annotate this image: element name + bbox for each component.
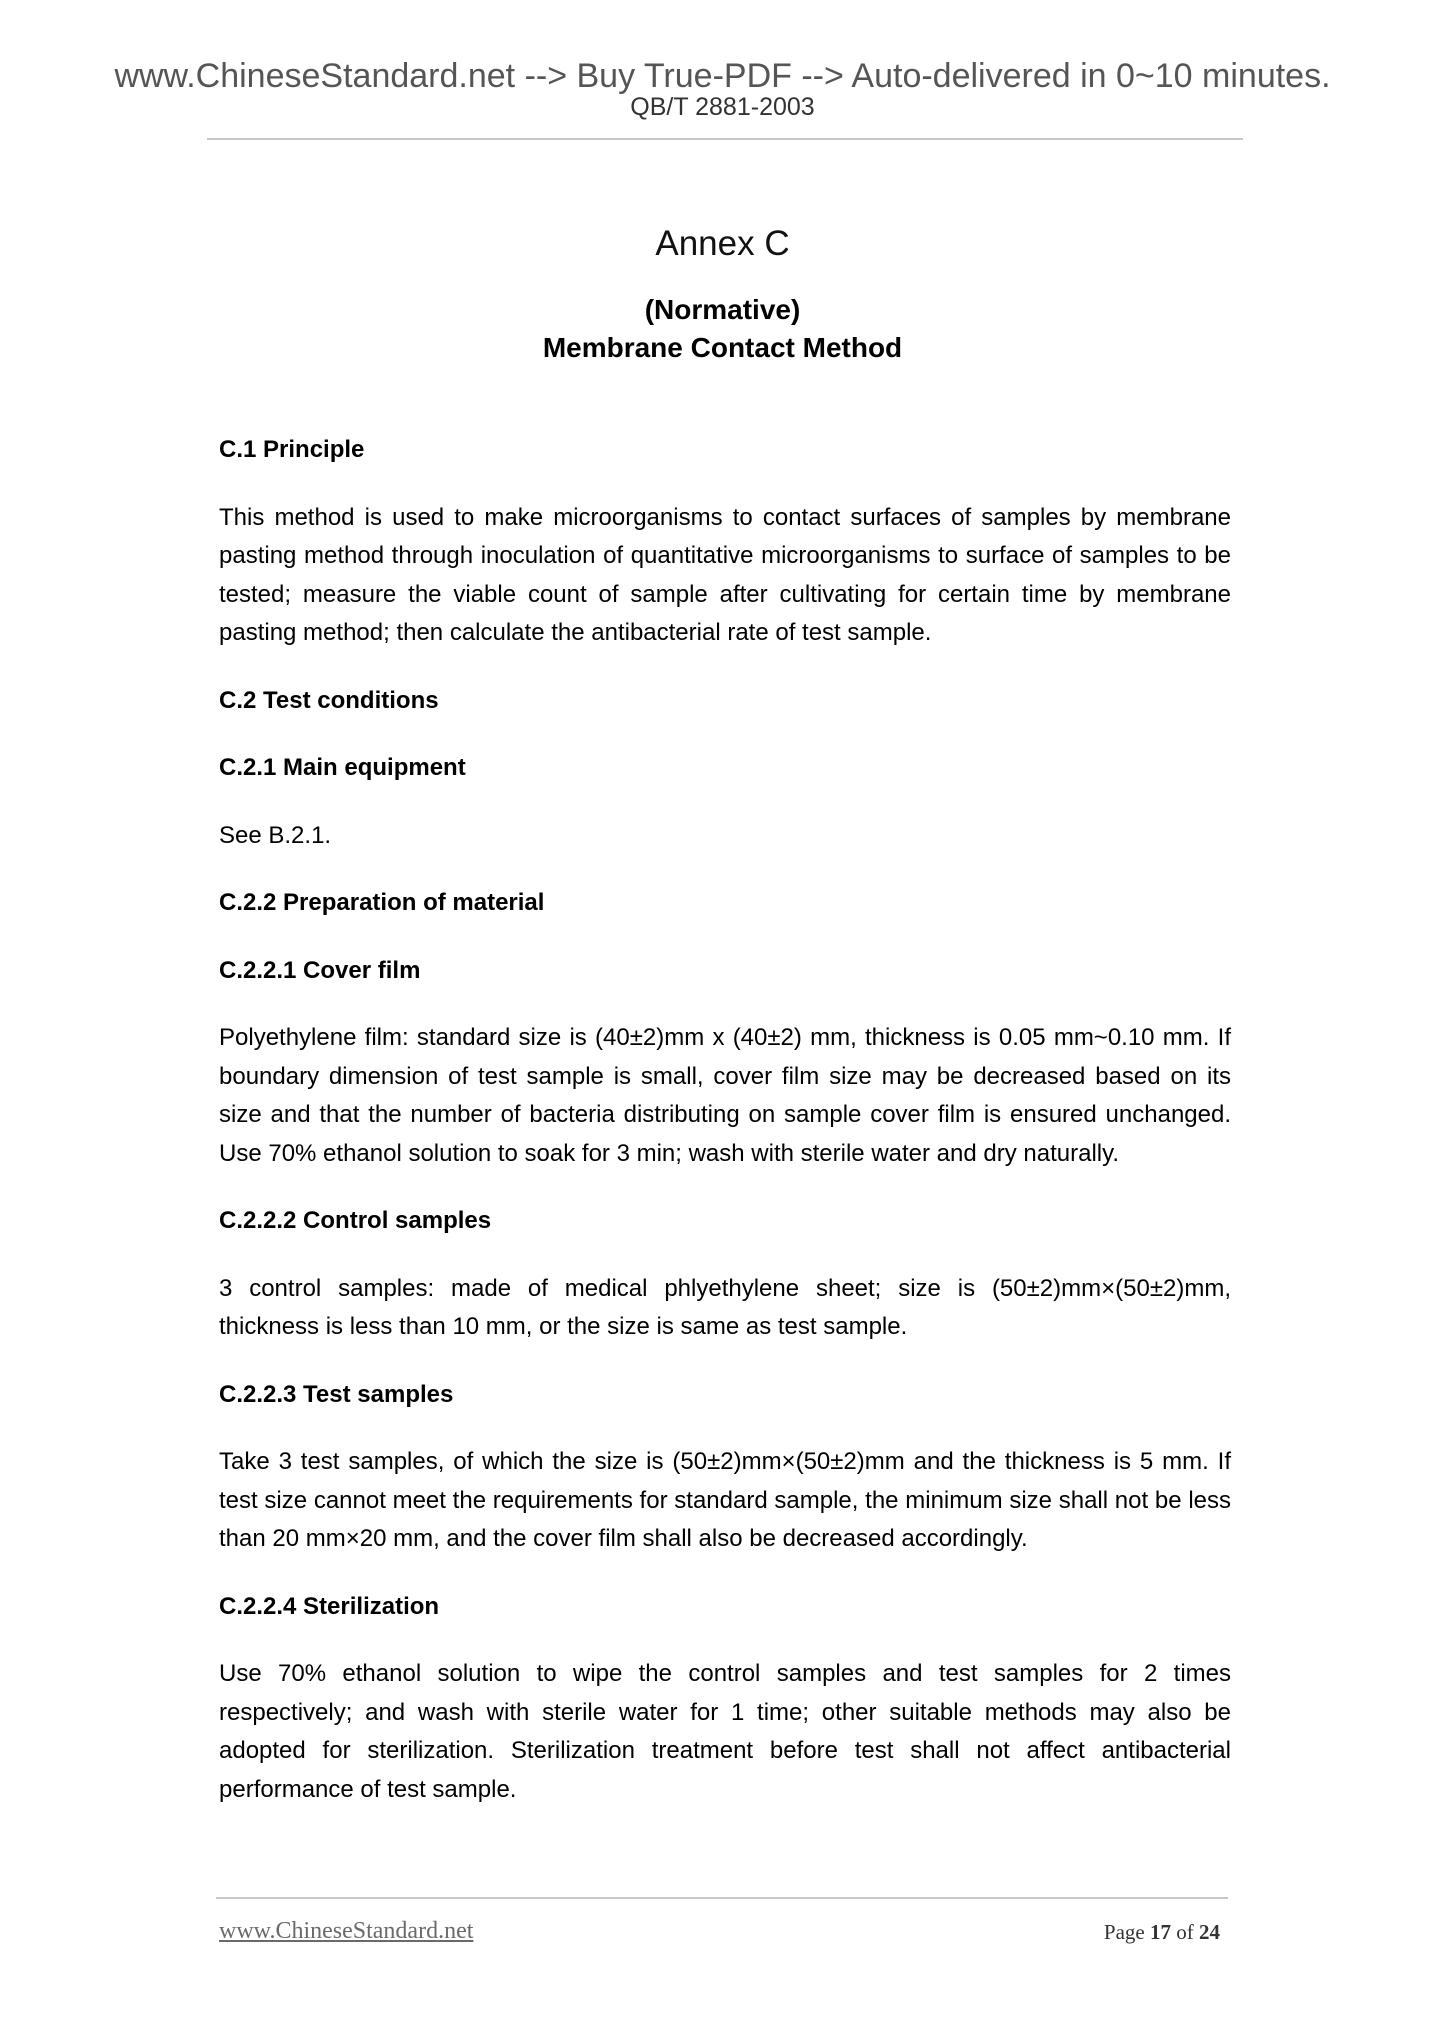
section-text-c223: Take 3 test samples, of which the size is (50±2)mm×(50±2)mm and the thickness is 5 mm. If test size cannot meet the requirements for standard sample, the minimum size shall not be less than 20 mm×20 mm, and the cover film shall also be decreased accordingly. — [219, 1448, 1231, 1552]
footer-site-link[interactable]: www.ChineseStandard.net — [219, 1918, 474, 1944]
section-heading-c222: C.2.2.2 Control samples — [219, 1207, 492, 1234]
annex-title: Annex C — [655, 224, 790, 263]
section-text-c221: Polyethylene film: standard size is (40±2)mm x (40±2) mm, thickness is 0.05 mm~0.10 mm. If boundary dimension of test sample is small, cover film size may be decreased based on its size and that the number of bacteria distributing on sample cover film is ensured unchanged. Use 70% ethanol solution to soak for 3 min; wash with sterile water and dry naturally. — [219, 1024, 1231, 1167]
annex-type: (Normative) — [644, 294, 801, 325]
section-heading-c223: C.2.2.3 Test samples — [219, 1380, 454, 1408]
standard-code: QB/T 2881-2003 — [630, 93, 815, 121]
page-prefix: Page — [1103, 1920, 1145, 1944]
section-heading-c221: C.2.2.1 Cover film — [219, 956, 421, 984]
section-text-c224: Use 70% ethanol solution to wipe the control samples and test samples for 2 times respectively; and wash with sterile water for 1 time; other suitable methods may also be adopted for sterilization. Sterilization treatment before test shall not affect antibacterial performance of test sample. — [219, 1660, 1231, 1803]
header-divider — [207, 138, 1243, 140]
document-body — [219, 431, 1231, 1809]
page-current: 17 — [1150, 1920, 1171, 1944]
page-total: 24 — [1199, 1920, 1220, 1944]
section-heading-c21: C.2.1 Main equipment — [219, 754, 466, 781]
section-text-c21: See B.2.1. — [219, 821, 332, 849]
site-banner[interactable]: www.ChineseStandard.net --> Buy True-PDF --> Auto-delivered in 0~10 minutes. — [114, 57, 1331, 95]
section-text-c222: 3 control samples: made of medical phlyethylene sheet; size is (50±2)mm×(50±2)mm, thickness is less than 10 mm, or the size is same as test sample. — [219, 1274, 1231, 1340]
section-heading-c2: C.2 Test conditions — [219, 686, 439, 714]
section-text-c1: This method is used to make microorganisms to contact surfaces of samples by membrane pasting method through inoculation of quantitative microorganisms to surface of samples to be tested; measure the viable count of sample after cultivating for certain time by membrane pasting method; then calculate the antibacterial rate of test sample. — [219, 503, 1231, 646]
annex-name: Membrane Contact Method — [542, 332, 903, 363]
page-of: of — [1176, 1920, 1194, 1944]
page-number — [1104, 1920, 1220, 1945]
section-heading-c224: C.2.2.4 Sterilization — [219, 1592, 440, 1620]
footer-divider — [216, 1897, 1228, 1899]
section-heading-c1: C.1 Principle — [219, 436, 365, 463]
section-heading-c22: C.2.2 Preparation of material — [219, 889, 545, 916]
